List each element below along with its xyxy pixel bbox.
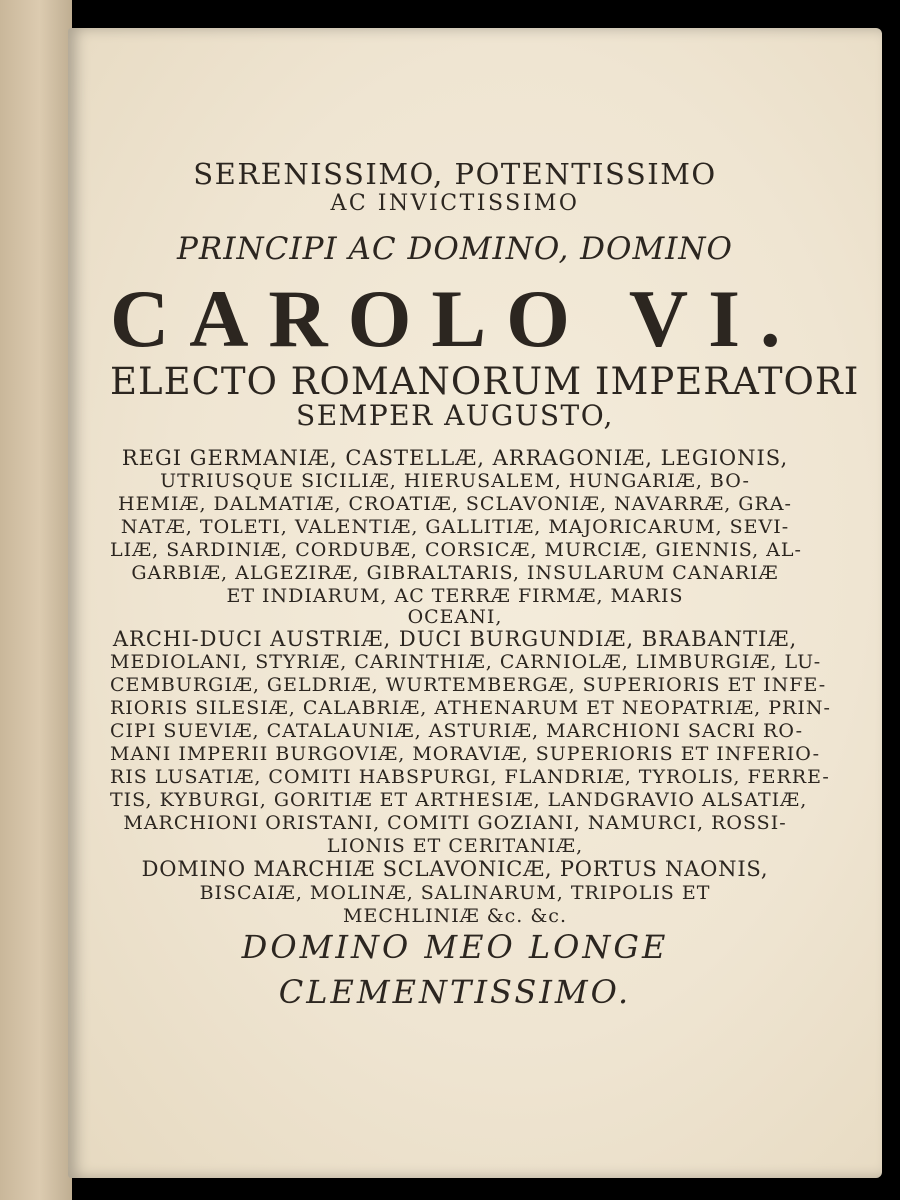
- closing-line-1: DOMINO MEO LONGE: [241, 928, 669, 966]
- title-line-2: SEMPER AUGUSTO,: [296, 399, 614, 432]
- titles-line: RIS LUSATIÆ, COMITI HABSPURGI, FLANDRIÆ, TYROLIS, FERRE-: [110, 766, 830, 788]
- titles-line: ARCHI-DUCI AUSTRIÆ, DUCI BURGUNDIÆ, BRABANTIÆ,: [112, 627, 798, 651]
- titles-line: MECHLINIÆ &c. &c.: [343, 905, 567, 927]
- titles-line: LIONIS ET CERITANIÆ,: [326, 835, 584, 857]
- heading-line-3: PRINCIPI AC DOMINO, DOMINO: [177, 231, 733, 267]
- titles-line: BISCAIÆ, MOLINÆ, SALINARUM, TRIPOLIS ET: [199, 882, 711, 904]
- titles-line: LIÆ, SARDINIÆ, CORDUBÆ, CORSICÆ, MURCIÆ, GIENNIS, AL-: [110, 539, 802, 561]
- titles-line: RIORIS SILESIÆ, CALABRIÆ, ATHENARUM ET NEOPATRIÆ, PRIN-: [110, 697, 831, 719]
- titles-line: DOMINO MARCHIÆ SCLAVONICÆ, PORTUS NAONIS,: [141, 857, 769, 881]
- titles-line: ET INDIARUM, AC TERRÆ FIRMÆ, MARIS: [226, 585, 684, 607]
- titles-line: GARBIÆ, ALGEZIRÆ, GIBRALTARIS, INSULARUM CANARIÆ: [131, 562, 779, 584]
- emperor-name: CAROLO VI.: [110, 273, 801, 364]
- titles-line: CIPI SUEVIÆ, CATALAUNIÆ, ASTURIÆ, MARCHIONI SACRI RO-: [110, 720, 804, 742]
- titles-line: CEMBURGIÆ, GELDRIÆ, WURTEMBERGÆ, SUPERIORIS ET INFE-: [110, 674, 827, 696]
- heading-line-2: AC INVICTISSIMO: [330, 191, 580, 216]
- heading-line-1: SERENISSIMO, POTENTISSIMO: [193, 157, 717, 191]
- titles-line: MEDIOLANI, STYRIÆ, CARINTHIÆ, CARNIOLÆ, LIMBURGIÆ, LU-: [110, 651, 822, 673]
- titles-line: MANI IMPERII BURGOVIÆ, MORAVIÆ, SUPERIORIS ET INFERIO-: [110, 743, 820, 765]
- titles-line: HEMIÆ, DALMATIÆ, CROATIÆ, SCLAVONIÆ, NAVARRÆ, GRA-: [118, 493, 792, 515]
- title-line-1: ELECTO ROMANORUM IMPERATORI: [110, 360, 860, 403]
- titles-line: NATÆ, TOLETI, VALENTIÆ, GALLITIÆ, MAJORICARUM, SEVI-: [120, 516, 790, 538]
- titles-line: TIS, KYBURGI, GORITIÆ ET ARTHESIÆ, LANDGRAVIO ALSATIÆ,: [110, 789, 808, 811]
- closing-line-2: CLEMENTISSIMO.: [278, 973, 632, 1011]
- titles-line: UTRIUSQUE SICILIÆ, HIERUSALEM, HUNGARIÆ, BO-: [160, 470, 750, 492]
- titles-line: REGI GERMANIÆ, CASTELLÆ, ARRAGONIÆ, LEGIONIS,: [121, 446, 789, 470]
- titles-line: OCEANI,: [407, 606, 503, 628]
- titles-line: MARCHIONI ORISTANI, COMITI GOZIANI, NAMURCI, ROSSI-: [123, 812, 787, 834]
